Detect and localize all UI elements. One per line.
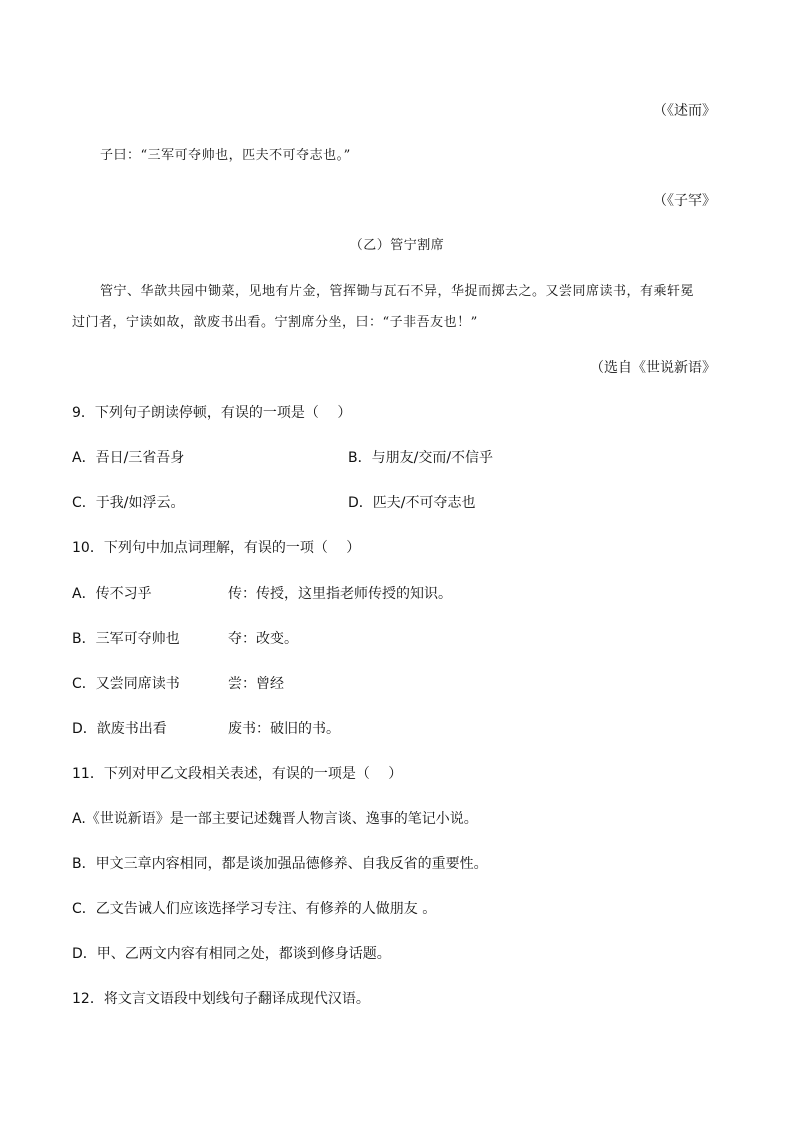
question-11-option-d: D．甲、乙两文内容有相同之处，都谈到修身话题。 — [72, 946, 391, 962]
question-9-option-d: D．匹夫/不可夺志也 — [348, 495, 476, 511]
question-10-option-c-explanation: 尝：曾经 — [228, 676, 284, 692]
question-10-option-a-explanation: 传：传授，这里指老师传授的知识。 — [228, 586, 452, 602]
question-9-option-c: C．于我/如浮云。 — [72, 495, 185, 511]
section-title-yi: （乙）管宁割席 — [349, 238, 445, 253]
question-9-option-b: B．与朋友/交而/不信乎 — [348, 450, 494, 466]
question-10-stem: 10．下列句中加点词理解，有误的一项（ ） — [72, 540, 361, 556]
quote-zihan: 子曰：“三军可夺帅也，匹夫不可夺志也。” — [100, 148, 351, 163]
question-10-option-a: A．传不习乎 — [72, 586, 152, 602]
question-11-option-b: B．甲文三章内容相同，都是谈加强品德修养、自我反省的重要性。 — [72, 856, 488, 872]
question-11-option-c: C．乙文告诫人们应该选择学习专注、有修养的人做朋友 。 — [72, 901, 437, 917]
question-10-option-c: C．又尝同席读书 — [72, 676, 180, 692]
source-shuer: （《述而》 — [653, 103, 716, 119]
source-shishuo: （选自《世说新语》 — [590, 360, 716, 376]
question-9-option-a: A．吾日/三省吾身 — [72, 450, 185, 466]
question-11-stem: 11．下列对甲乙文段相关表述，有误的一项是（ ） — [72, 766, 403, 782]
passage-line-2: 过门者，宁读如故，歆废书出看。宁割席分坐，曰：“子非吾友也！” — [72, 315, 478, 330]
question-10-option-b: B．三军可夺帅也 — [72, 631, 180, 647]
question-9-stem: 9．下列句子朗读停顿，有误的一项是（ ） — [72, 405, 352, 421]
question-12-stem: 12．将文言文语段中划线句子翻译成现代汉语。 — [72, 991, 370, 1007]
question-11-option-a: A.《世说新语》是一部主要记述魏晋人物言谈、逸事的笔记小说。 — [72, 811, 478, 827]
question-10-option-d: D．歆废书出看 — [72, 721, 167, 737]
passage-line-1: 管宁、华歆共园中锄菜，见地有片金，管挥锄与瓦石不异，华捉而掷去之。又尝同席读书，有乘轩冕 — [100, 284, 695, 299]
question-10-option-b-explanation: 夺：改变。 — [228, 631, 298, 647]
question-10-option-d-explanation: 废书：破旧的书。 — [228, 721, 340, 737]
source-zihan: （《子罕》 — [653, 193, 716, 209]
